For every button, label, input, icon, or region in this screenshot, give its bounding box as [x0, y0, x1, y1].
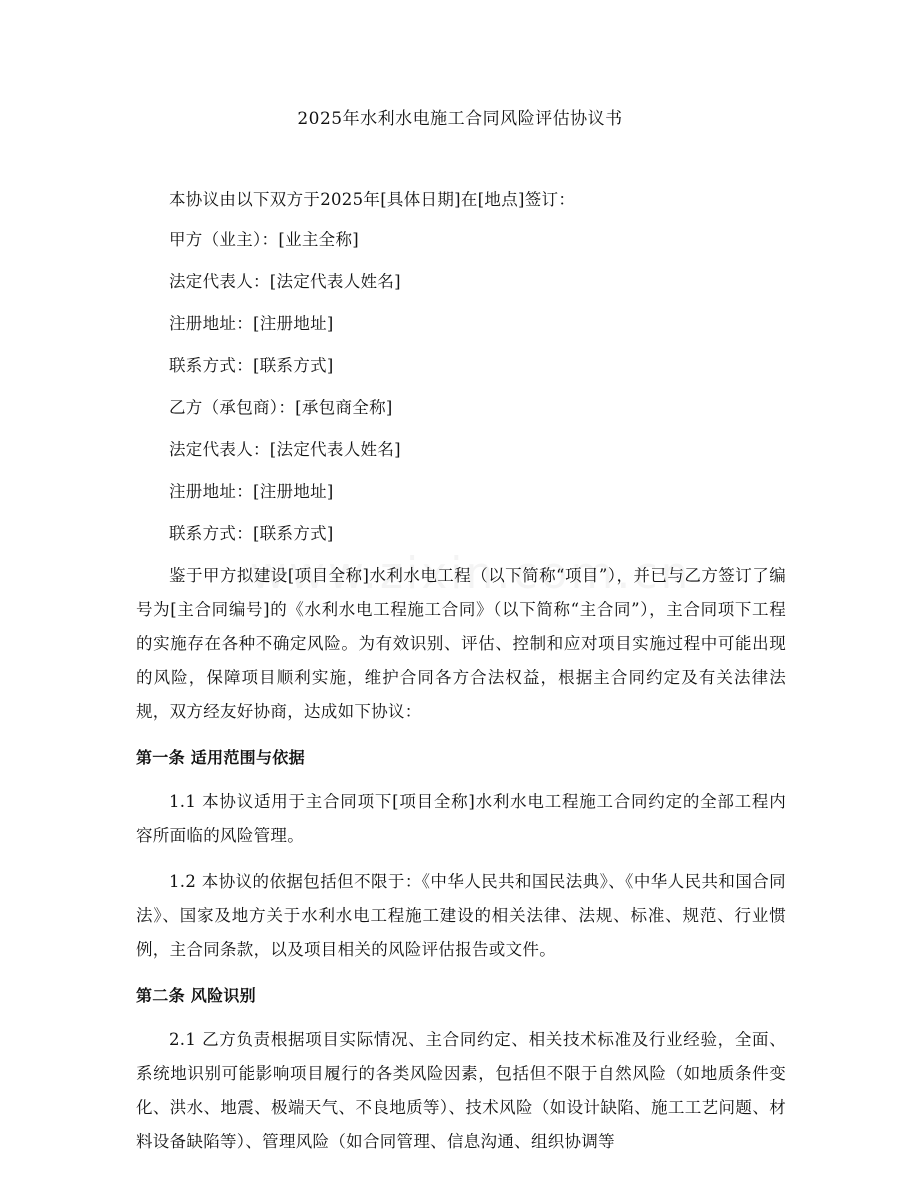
recital-paragraph: 鉴于甲方拟建设[项目全称]水利水电工程（以下简称“项目”），并已与乙方签订了编号为[主合同编号]的《水利水电工程施工合同》（以下简称“主合同”），主合同项下工程的实施存在各种不确定风险。为有效识别、评估、控制和应对项目实施过程中可能出现的风险，保障项目顺利实施，维护合同各方合法权益，根据主合同约定及有关法律法规，双方经友好协商，达成如下协议： — [136, 566, 786, 721]
article-1-heading: 第一条 适用范围与依据 — [136, 748, 305, 767]
party-a-address: 注册地址：[注册地址] — [169, 314, 334, 333]
article-1-clause-1: 1.1 本协议适用于主合同项下[项目全称]水利水电工程施工合同约定的全部工程内容所面临的风险管理。 — [136, 792, 786, 845]
party-a-contact: 联系方式：[联系方式] — [169, 356, 334, 375]
party-b-contact: 联系方式：[联系方式] — [169, 524, 334, 543]
party-b-label: 乙方（承包商）：[承包商全称] — [169, 398, 393, 417]
document-body — [136, 183, 786, 1171]
party-b-representative: 法定代表人：[法定代表人姓名] — [169, 440, 401, 459]
article-2-clause-1: 2.1 乙方负责根据项目实际情况、主合同约定、相关技术标准及行业经验，全面、系统地识别可能影响项目履行的各类风险因素，包括但不限于自然风险（如地质条件变化、洪水、地震、极端天气、不良地质等）、技术风险（如设计缺陷、施工工艺问题、材料设备缺陷等）、管理风险（如合同管理、信息沟通、组织协调等 — [136, 1030, 786, 1151]
party-a-representative: 法定代表人：[法定代表人姓名] — [169, 272, 401, 291]
article-2-heading: 第二条 风险识别 — [136, 986, 256, 1005]
document-title: 2025年水利水电施工合同风险评估协议书 — [297, 109, 623, 129]
party-a-label: 甲方（业主）：[业主全称] — [169, 230, 360, 249]
party-b-address: 注册地址：[注册地址] — [169, 482, 334, 501]
article-1-clause-2: 1.2 本协议的依据包括但不限于：《中华人民共和国民法典》、《中华人民共和国合同法》、国家及地方关于水利水电工程施工建设的相关法律、法规、标准、规范、行业惯例，主合同条款，以及项目相关的风险评估报告或文件。 — [136, 872, 786, 959]
intro-paragraph: 本协议由以下双方于2025年[具体日期]在[地点]签订： — [169, 190, 576, 209]
